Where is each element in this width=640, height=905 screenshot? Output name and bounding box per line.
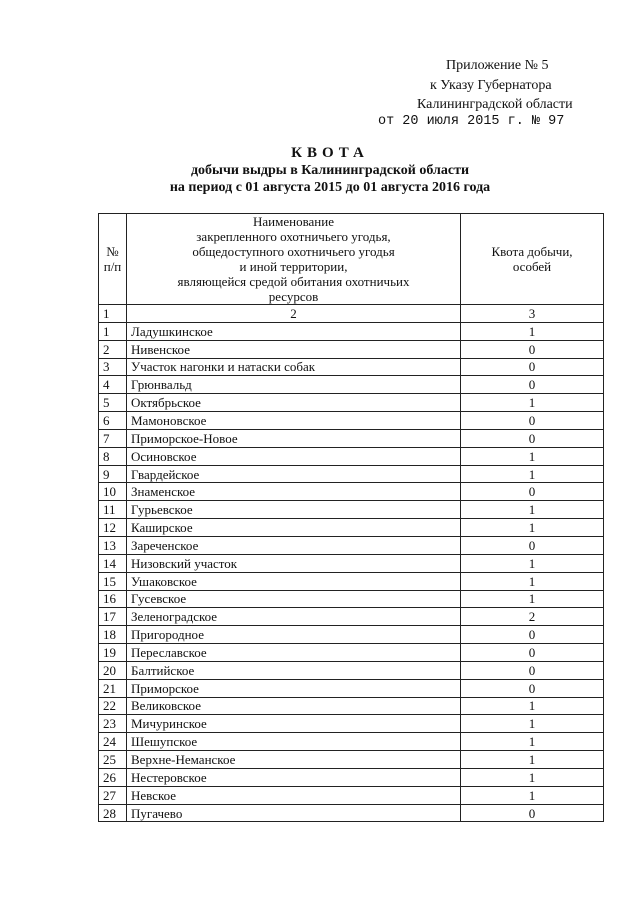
quota-value: 0	[461, 626, 604, 644]
hunting-ground-name: Гурьевское	[127, 501, 461, 519]
row-number: 17	[99, 608, 127, 626]
hunting-ground-name: Зеленоградское	[127, 608, 461, 626]
row-number: 23	[99, 715, 127, 733]
quota-value: 1	[461, 590, 604, 608]
table-row	[99, 733, 604, 751]
quota-value: 1	[461, 733, 604, 751]
column-index-row	[99, 305, 604, 323]
row-number: 20	[99, 661, 127, 679]
hunting-ground-name: Мичуринское	[127, 715, 461, 733]
table-row	[99, 661, 604, 679]
hunting-ground-name: Гвардейское	[127, 465, 461, 483]
hunting-ground-name: Верхне-Неманское	[127, 751, 461, 769]
row-number: 21	[99, 679, 127, 697]
table-row	[99, 358, 604, 376]
table-row	[99, 519, 604, 537]
row-number: 4	[99, 376, 127, 394]
hunting-ground-name: Октябрьское	[127, 394, 461, 412]
quota-value: 0	[461, 412, 604, 430]
row-number: 9	[99, 465, 127, 483]
table-row	[99, 715, 604, 733]
table-header-row	[99, 214, 604, 305]
quota-value: 1	[461, 768, 604, 786]
table-row	[99, 501, 604, 519]
title-main: КВОТА	[291, 145, 369, 161]
quota-value: 0	[461, 340, 604, 358]
hunting-ground-name: Каширское	[127, 519, 461, 537]
table-row	[99, 447, 604, 465]
quota-value: 0	[461, 429, 604, 447]
row-number: 15	[99, 572, 127, 590]
quota-value: 1	[461, 501, 604, 519]
table-row	[99, 751, 604, 769]
hunting-ground-name: Низовский участок	[127, 554, 461, 572]
row-number: 28	[99, 804, 127, 822]
document-title	[0, 145, 640, 196]
row-number: 3	[99, 358, 127, 376]
quota-value: 0	[461, 483, 604, 501]
row-number: 16	[99, 590, 127, 608]
hunting-ground-name: Мамоновское	[127, 412, 461, 430]
hunting-ground-name: Балтийское	[127, 661, 461, 679]
row-number: 12	[99, 519, 127, 537]
row-number: 26	[99, 768, 127, 786]
hunting-ground-name: Нестеровское	[127, 768, 461, 786]
row-number: 13	[99, 536, 127, 554]
hunting-ground-name: Ушаковское	[127, 572, 461, 590]
quota-value: 1	[461, 322, 604, 340]
hunting-ground-name: Грюнвальд	[127, 376, 461, 394]
quota-value: 0	[461, 644, 604, 662]
quota-value: 1	[461, 394, 604, 412]
table-row	[99, 536, 604, 554]
table-row	[99, 626, 604, 644]
table-row	[99, 465, 604, 483]
quota-value: 1	[461, 572, 604, 590]
table-row	[99, 394, 604, 412]
hunting-ground-name: Гусевское	[127, 590, 461, 608]
table-row	[99, 322, 604, 340]
hunting-ground-name: Переславское	[127, 644, 461, 662]
decree-reference: к Указу Губернатора	[430, 78, 552, 93]
hunting-ground-name: Невское	[127, 786, 461, 804]
table-row	[99, 554, 604, 572]
quota-table	[98, 213, 604, 822]
column-index-2: 2	[127, 305, 461, 323]
row-number: 11	[99, 501, 127, 519]
decree-date: от 20 июля 2015 г. № 97	[378, 114, 565, 129]
quota-value: 1	[461, 447, 604, 465]
hunting-ground-name: Пугачево	[127, 804, 461, 822]
column-header-quota: Квота добычи, особей	[461, 214, 604, 305]
row-number: 24	[99, 733, 127, 751]
table-row	[99, 608, 604, 626]
appendix-number: Приложение № 5	[446, 58, 549, 73]
table-row	[99, 590, 604, 608]
row-number: 22	[99, 697, 127, 715]
region-name: Калининградской области	[417, 97, 573, 112]
hunting-ground-name: Ладушкинское	[127, 322, 461, 340]
quota-value: 1	[461, 554, 604, 572]
table-row	[99, 340, 604, 358]
quota-value: 1	[461, 697, 604, 715]
hunting-ground-name: Зареченское	[127, 536, 461, 554]
table-row	[99, 786, 604, 804]
row-number: 18	[99, 626, 127, 644]
quota-value: 1	[461, 715, 604, 733]
column-index-3: 3	[461, 305, 604, 323]
hunting-ground-name: Шешупское	[127, 733, 461, 751]
quota-value: 0	[461, 679, 604, 697]
quota-value: 0	[461, 661, 604, 679]
quota-value: 1	[461, 786, 604, 804]
hunting-ground-name: Великовское	[127, 697, 461, 715]
quota-value: 0	[461, 536, 604, 554]
column-header-name: Наименование закрепленного охотничьего угодья, общедоступного охотничьего угодья и иной территории, являющейся средой обитания охотничьих ресурсов	[127, 214, 461, 305]
table-row	[99, 483, 604, 501]
quota-value: 2	[461, 608, 604, 626]
table-row	[99, 697, 604, 715]
quota-value: 0	[461, 376, 604, 394]
quota-value: 0	[461, 804, 604, 822]
hunting-ground-name: Знаменское	[127, 483, 461, 501]
title-subtitle-1: добычи выдры в Калининградской области	[190, 163, 470, 178]
table-row	[99, 679, 604, 697]
hunting-ground-name: Нивенское	[127, 340, 461, 358]
table-row	[99, 644, 604, 662]
column-header-number: № п/п	[99, 214, 127, 305]
hunting-ground-name: Приморское	[127, 679, 461, 697]
row-number: 27	[99, 786, 127, 804]
title-subtitle-2: на период с 01 августа 2015 до 01 августа 2016 года	[169, 180, 491, 195]
table-row	[99, 768, 604, 786]
row-number: 1	[99, 322, 127, 340]
quota-value: 1	[461, 751, 604, 769]
table-row	[99, 804, 604, 822]
hunting-ground-name: Приморское-Новое	[127, 429, 461, 447]
row-number: 5	[99, 394, 127, 412]
hunting-ground-name: Участок нагонки и натаски собак	[127, 358, 461, 376]
column-index-1: 1	[99, 305, 127, 323]
row-number: 14	[99, 554, 127, 572]
hunting-ground-name: Пригородное	[127, 626, 461, 644]
row-number: 10	[99, 483, 127, 501]
row-number: 25	[99, 751, 127, 769]
row-number: 7	[99, 429, 127, 447]
table-row	[99, 572, 604, 590]
row-number: 19	[99, 644, 127, 662]
table-row	[99, 376, 604, 394]
row-number: 8	[99, 447, 127, 465]
table-row	[99, 429, 604, 447]
row-number: 6	[99, 412, 127, 430]
table-row	[99, 412, 604, 430]
quota-value: 1	[461, 465, 604, 483]
quota-value: 1	[461, 519, 604, 537]
hunting-ground-name: Осиновское	[127, 447, 461, 465]
row-number: 2	[99, 340, 127, 358]
quota-value: 0	[461, 358, 604, 376]
